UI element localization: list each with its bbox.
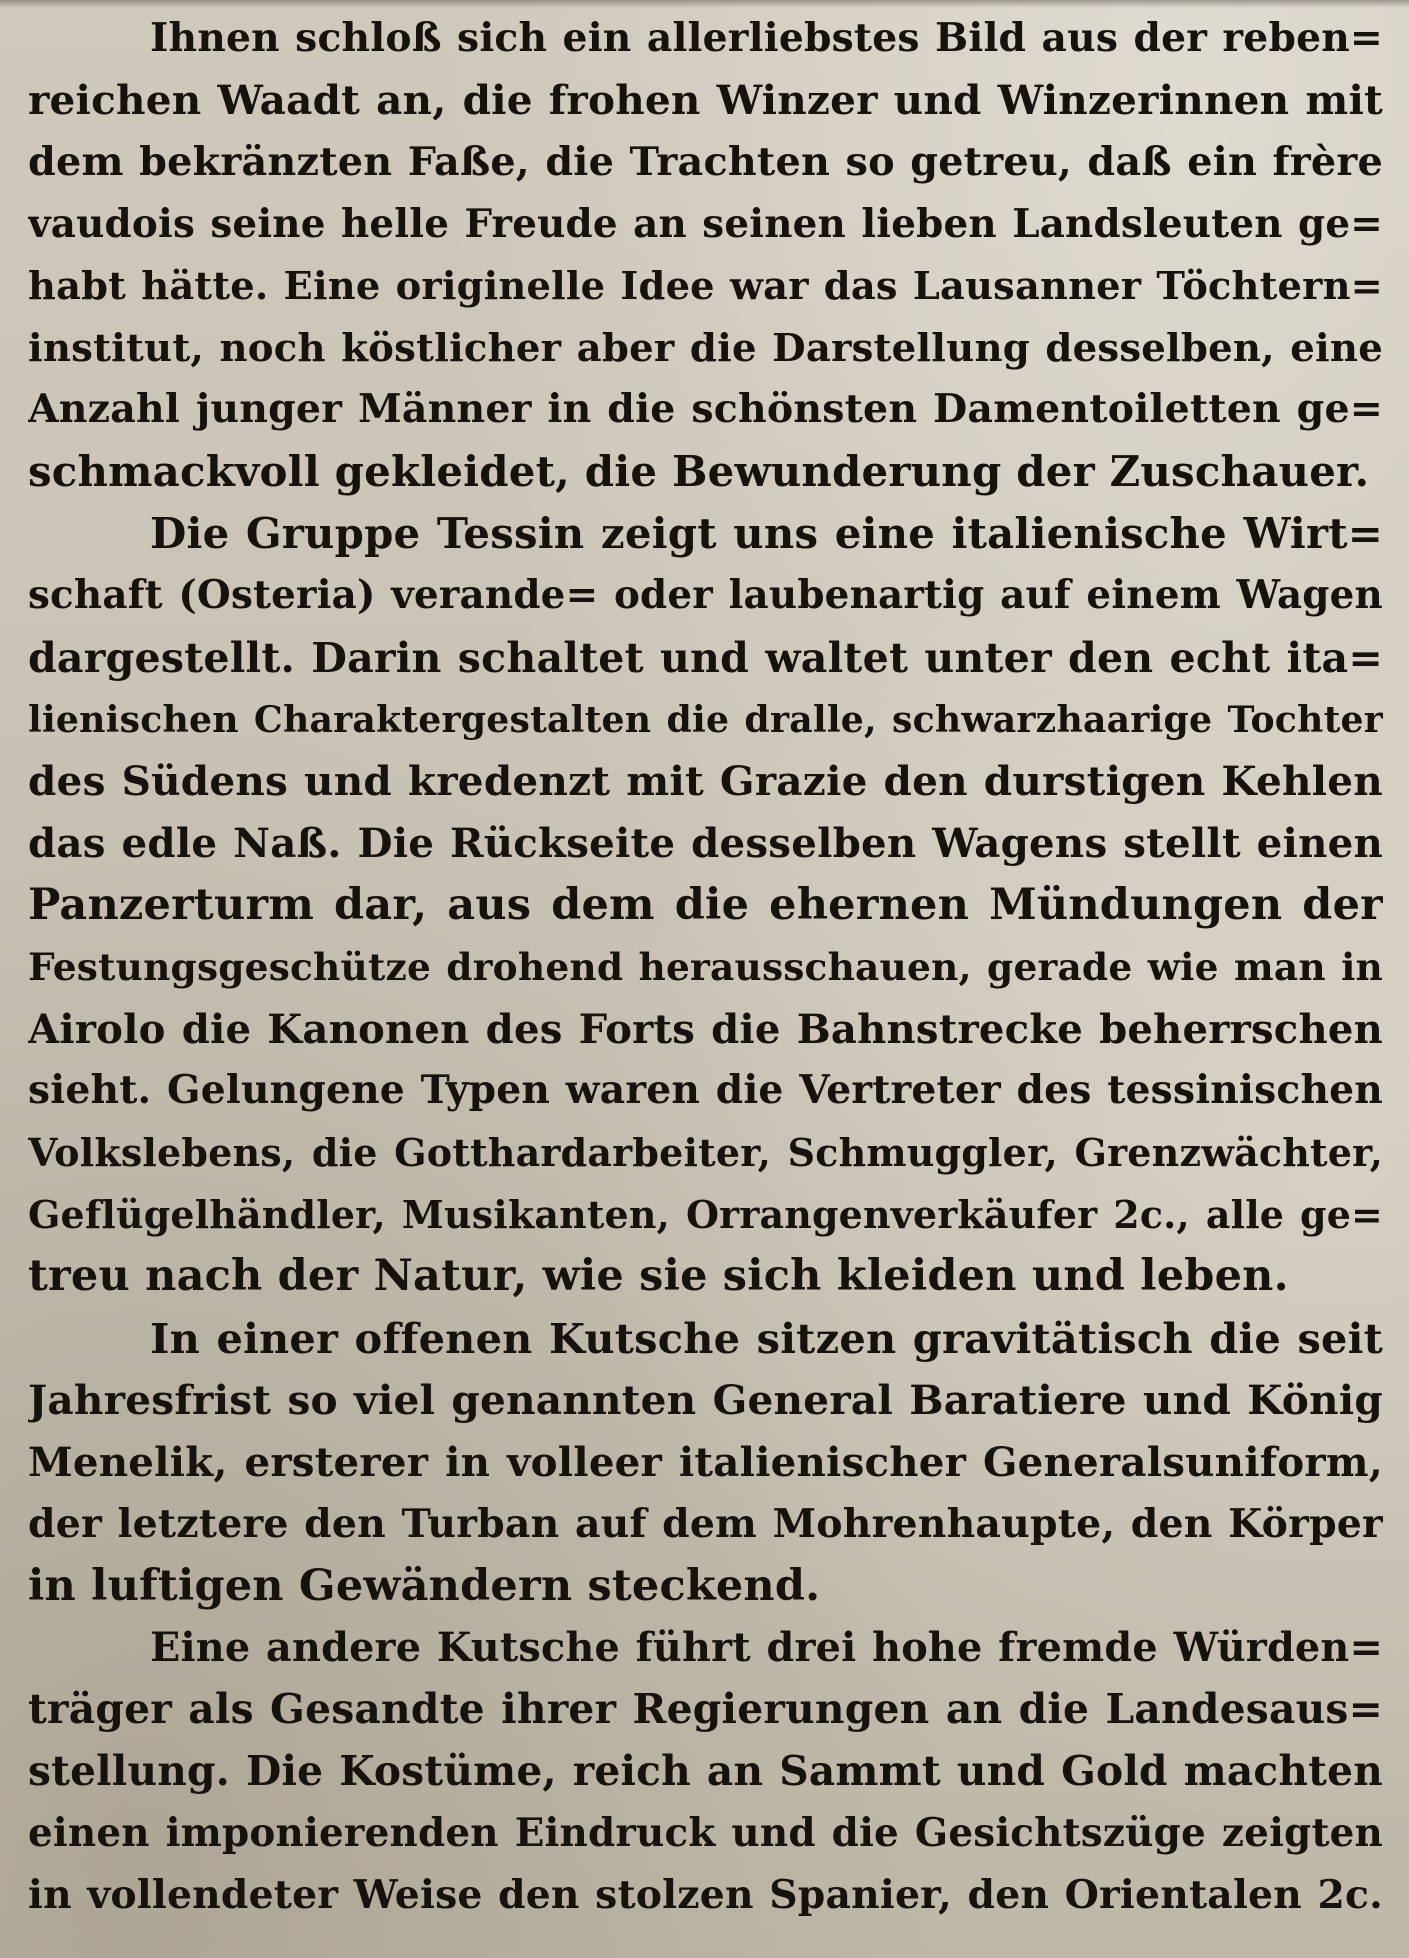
text-line: das edle Naß. Die Rückseite desselben Wagens stellt einen: [28, 818, 1383, 867]
text-line: schmackvoll gekleidet, die Bewunderung der Zuschauer.: [28, 447, 1370, 497]
text-line: dem bekränzten Faße, die Trachten so getreu, daß ein frère: [28, 138, 1383, 185]
paragraph-kutsche: [28, 1308, 1383, 1618]
text-line: Panzerturm dar, aus dem die ehernen Mündungen der: [28, 879, 1383, 930]
text-line: Geflügelhändler, Musikanten, Orrangenverkäufer 2c., alle ge=: [28, 1192, 1383, 1238]
top-edge-shadow: [0, 0, 1409, 8]
text-line: Volkslebens, die Gotthardarbeiter, Schmuggler, Grenzwächter,: [28, 1130, 1383, 1176]
paragraph-tessin: [28, 503, 1383, 1308]
text-line: des Südens und kredenzt mit Grazie den durstigen Kehlen: [28, 756, 1383, 805]
text-line: Menelik, ersterer in volleer italienischer Generalsuniform,: [28, 1437, 1383, 1486]
text-line: Die Gruppe Tessin zeigt uns eine italienische Wirt=: [150, 509, 1383, 559]
text-line: habt hätte. Eine originelle Idee war das Lausanner Töchtern=: [28, 263, 1383, 309]
text-line: Anzahl junger Männer in die schönsten Damentoiletten ge=: [28, 386, 1383, 433]
text-line: institut, noch köstlicher aber die Darstellung desselben, eine: [28, 325, 1383, 371]
text-line: reichen Waadt an, die frohen Winzer und Winzerinnen mit: [28, 75, 1383, 124]
text-line: schaft (Osteria) verande= oder laubenartig auf einem Wagen: [28, 573, 1383, 619]
text-line: einen imponierenden Eindruck und die Gesichtszüge zeigten: [28, 1810, 1383, 1857]
text-line: in vollendeter Weise den stolzen Spanier, den Orientalen 2c.: [28, 1872, 1383, 1919]
text-line: Airolo die Kanonen des Forts die Bahnstrecke beherrschen: [28, 1005, 1383, 1053]
paragraph-gesandte: [28, 1618, 1383, 1928]
text-line: in luftigen Gewändern steckend.: [28, 1560, 821, 1611]
text-line: Festungsgeschütze drohend herausschauen, gerade wie man in: [28, 944, 1383, 989]
text-line: sieht. Gelungene Typen waren die Vertreter des tessinischen: [28, 1067, 1383, 1114]
paragraph-waadt: [28, 8, 1383, 503]
text-line: vaudois seine helle Freude an seinen lieben Landsleuten ge=: [28, 201, 1383, 247]
text-line: Jahresfrist so viel genannten General Baratiere und König: [28, 1375, 1383, 1424]
text-line: treu nach der Natur, wie sie sich kleiden und leben.: [28, 1251, 1289, 1302]
article-body: [28, 8, 1383, 1927]
text-line: Eine andere Kutsche führt drei hohe fremde Würden=: [150, 1624, 1383, 1671]
text-line: dargestellt. Darin schaltet und waltet unter den echt ita=: [28, 633, 1383, 683]
text-line: stellung. Die Kostüme, reich an Sammt und Gold machten: [28, 1747, 1383, 1796]
text-line: träger als Gesandte ihrer Regierungen an die Landesaus=: [28, 1685, 1383, 1734]
text-line: der letztere den Turban auf dem Mohrenhaupte, den Körper: [28, 1500, 1383, 1547]
text-line: lienischen Charaktergestalten die dralle, schwarzhaarige Tochter: [28, 697, 1383, 741]
text-line: In einer offenen Kutsche sitzen gravitätisch die seit: [150, 1314, 1383, 1364]
text-line: Ihnen schloß sich ein allerliebstes Bild aus der reben=: [150, 15, 1383, 61]
